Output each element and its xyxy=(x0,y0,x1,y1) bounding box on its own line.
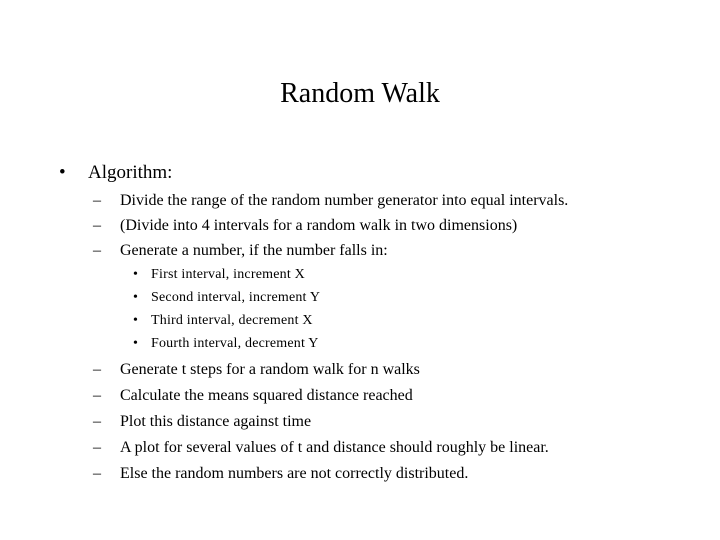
algorithm-label: Algorithm: xyxy=(88,162,173,183)
step-text: Generate t steps for a random walk for n walks xyxy=(120,361,420,378)
dash-marker: – xyxy=(93,192,101,209)
dash-marker: – xyxy=(93,465,101,482)
dash-marker: – xyxy=(93,242,101,259)
interval-text: Second interval, increment Y xyxy=(151,290,321,305)
dash-marker: – xyxy=(93,217,101,234)
step-text: Else the random numbers are not correctly distributed. xyxy=(120,465,469,482)
dash-marker: – xyxy=(93,387,101,404)
dash-marker: – xyxy=(93,361,101,378)
step-text: Generate a number, if the number falls in: xyxy=(120,242,388,259)
dash-marker: – xyxy=(93,413,101,430)
bullet-marker: • xyxy=(133,336,138,351)
step-text: A plot for several values of t and distance should roughly be linear. xyxy=(120,439,549,456)
step-text: Calculate the means squared distance reached xyxy=(120,387,413,404)
slide-title: Random Walk xyxy=(280,78,440,109)
bullet-marker: • xyxy=(133,290,138,305)
interval-text: First interval, increment X xyxy=(151,267,305,282)
interval-text: Third interval, decrement X xyxy=(151,313,313,328)
bullet-marker: • xyxy=(133,267,138,282)
dash-marker: – xyxy=(93,439,101,456)
bullet-marker: • xyxy=(133,313,138,328)
step-text: Plot this distance against time xyxy=(120,413,312,430)
interval-text: Fourth interval, decrement Y xyxy=(151,336,319,351)
step-text: (Divide into 4 intervals for a random walk in two dimensions) xyxy=(120,217,518,234)
bullet-marker: • xyxy=(59,162,66,183)
step-text: Divide the range of the random number generator into equal intervals. xyxy=(120,192,569,209)
